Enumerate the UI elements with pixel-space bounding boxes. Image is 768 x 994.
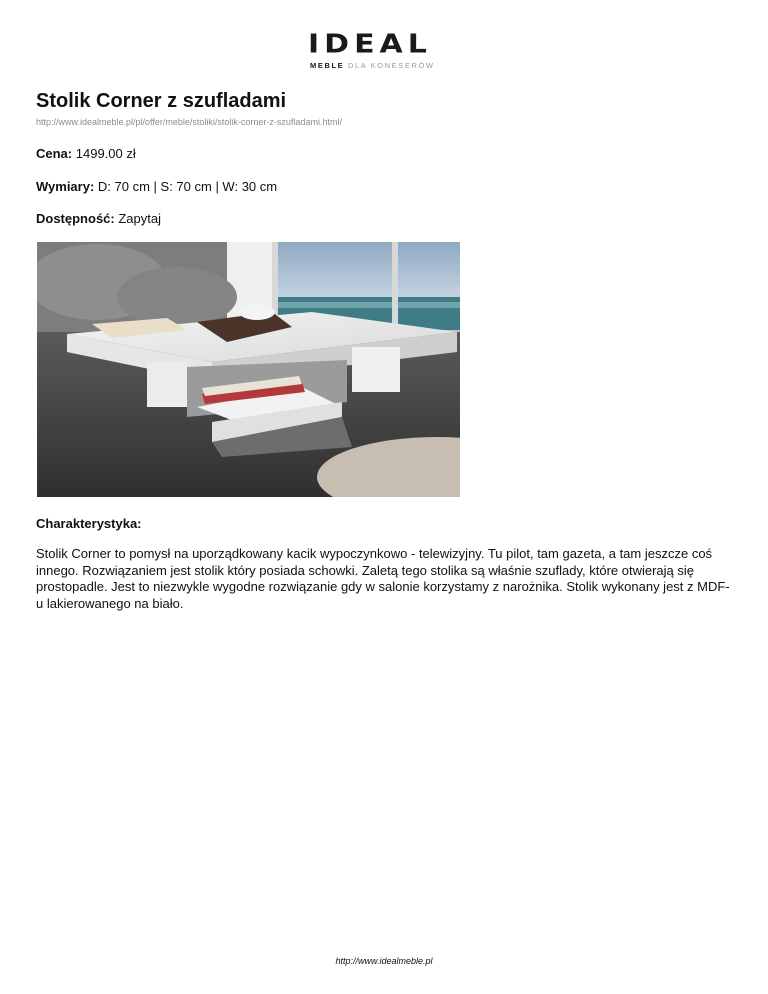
availability-value: Zapytaj: [118, 211, 161, 226]
dimensions-row: [36, 179, 277, 194]
logo-wordmark: IDEAL: [308, 29, 432, 60]
price-label: Cena:: [36, 146, 73, 161]
dimensions-label: Wymiary:: [36, 179, 95, 194]
product-url: http://www.idealmeble.pl/pl/offer/meble/stoliki/stolik-corner-z-szufladami.html/: [36, 117, 342, 127]
availability-row: [36, 211, 161, 226]
characteristics-heading: Charakterystyka:: [36, 516, 142, 531]
availability-label: Dostępność:: [36, 211, 115, 226]
footer-url: http://www.idealmeble.pl: [335, 956, 433, 966]
price-row: [36, 146, 136, 161]
characteristics-text: Stolik Corner to pomysł na uporządkowany kacik wypoczynkowo - telewizyjny. Tu pilot, tam gazeta, a tam jeszcze coś innego. Rozwiązaniem jest stolik który posiada schowki. Zaletą tego stolika są właśnie szuflady, które otwierają się prostopadle. Jest to niezwykle wygodne rozwiązanie gdy w salonie korzystamy z narożnika. Stolik wykonany jest z MDF-u lakierowanego na biało.: [36, 546, 730, 611]
product-photo: [37, 242, 460, 497]
dimensions-value: D: 70 cm | S: 70 cm | W: 30 cm: [97, 179, 278, 194]
logo-tagline-part1: MEBLE: [310, 61, 345, 70]
logo-tagline: [310, 61, 435, 70]
price-value: 1499.00 zł: [75, 146, 136, 161]
brand-logo: [308, 29, 478, 72]
logo-tagline-part2: DLA KONESERÓW: [347, 61, 435, 70]
product-title: Stolik Corner z szufladami: [36, 90, 287, 112]
